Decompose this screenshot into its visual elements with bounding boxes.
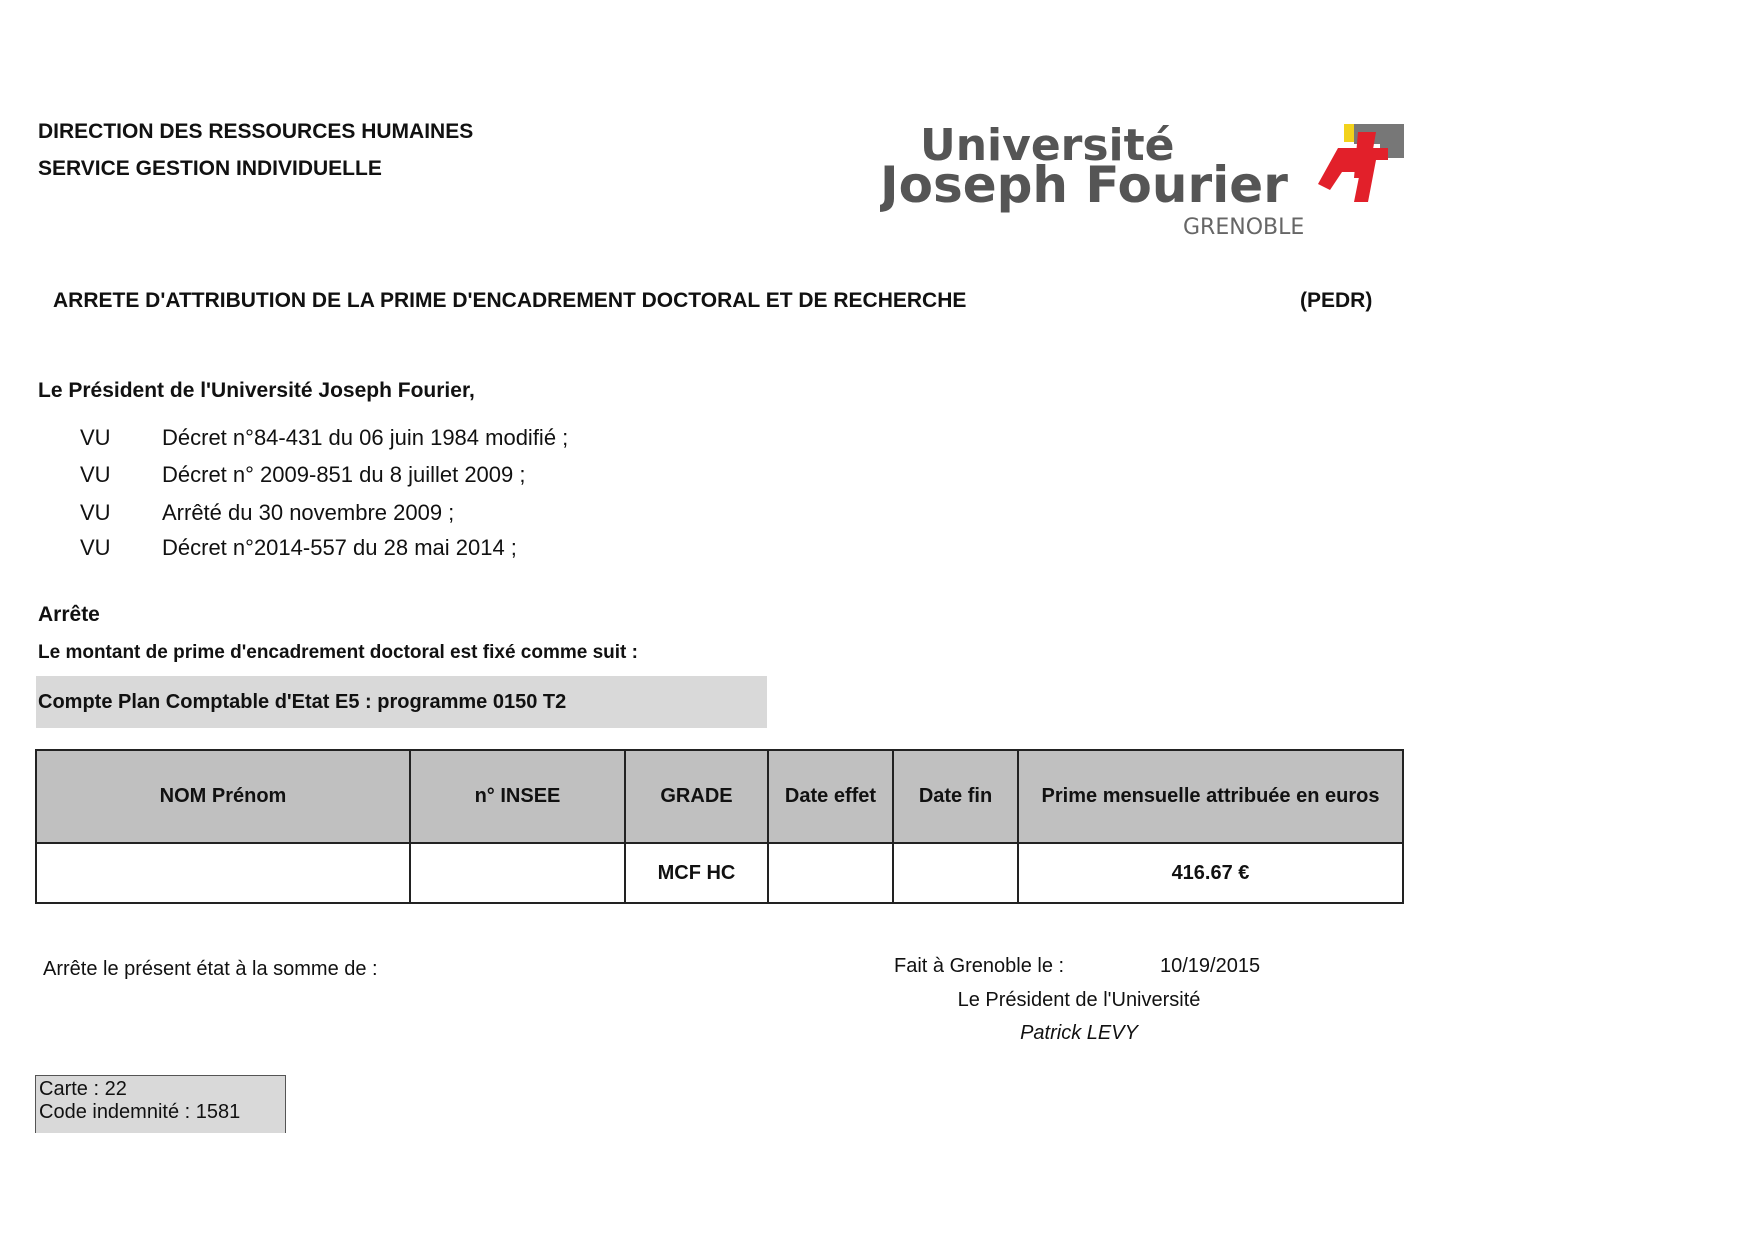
cell-grade: MCF HC [625,843,768,903]
vu-item [80,425,568,451]
vu-item [80,535,517,561]
card-info-box [35,1075,286,1133]
signature-date: 10/19/2015 [1160,955,1261,977]
table-row [36,843,1403,903]
col-header-end-date: Date fin [893,750,1018,843]
vu-label: VU [80,462,111,487]
vu-label: VU [80,535,111,560]
decree-title: ARRETE D'ATTRIBUTION DE LA PRIME D'ENCADREMENT DOCTORAL ET DE RECHERCHE [53,289,967,312]
logo-emblem-icon [1318,124,1404,202]
place-label: Fait à Grenoble le : [894,955,1065,977]
vu-label: VU [80,500,111,525]
prime-table [35,749,1404,904]
signatory-title: Le Président de l'Université [957,989,1201,1011]
vu-label: VU [80,425,111,450]
decision-statement: Le montant de prime d'encadrement doctoral est fixé comme suit : [38,642,638,663]
decision-heading: Arrête [38,603,100,626]
logo-line2: Joseph Fourier [880,156,1288,214]
vu-item [80,462,525,488]
indemnity-code: Code indemnité : 1581 [39,1101,241,1123]
department-name: DIRECTION DES RESSOURCES HUMAINES [38,120,474,143]
cell-insee [410,843,625,903]
service-name: SERVICE GESTION INDIVIDUELLE [38,157,382,180]
card-number: Carte : 22 [39,1078,127,1100]
vu-item [80,500,454,526]
vu-text: Décret n° 2009-851 du 8 juillet 2009 ; [162,462,526,487]
cell-end-date [893,843,1018,903]
vu-text: Décret n°2014-557 du 28 mai 2014 ; [162,535,517,560]
cell-name [36,843,410,903]
vu-text: Arrêté du 30 novembre 2009 ; [162,500,455,525]
signatory-name: Patrick LEVY [1020,1022,1138,1044]
col-header-start-date: Date effet [768,750,893,843]
decree-acronym: (PEDR) [1300,289,1373,312]
logo-line1: Université [920,120,1175,171]
vu-text: Décret n°84-431 du 06 juin 1984 modifié ; [162,425,569,450]
cell-start-date [768,843,893,903]
total-label: Arrête le présent état à la somme de : [43,958,378,980]
university-logo [880,118,1410,238]
col-header-name: NOM Prénom [36,750,410,843]
account-code: Compte Plan Comptable d'Etat E5 : programme 0150 T2 [36,676,767,728]
cell-monthly-prime: 416.67 € [1018,843,1403,903]
logo-line3: GRENOBLE [1183,215,1305,238]
col-header-monthly-prime: Prime mensuelle attribuée en euros [1018,750,1403,843]
table-header-row [36,750,1403,843]
col-header-grade: GRADE [625,750,768,843]
col-header-insee: n° INSEE [410,750,625,843]
president-intro: Le Président de l'Université Joseph Fourier, [38,379,475,402]
